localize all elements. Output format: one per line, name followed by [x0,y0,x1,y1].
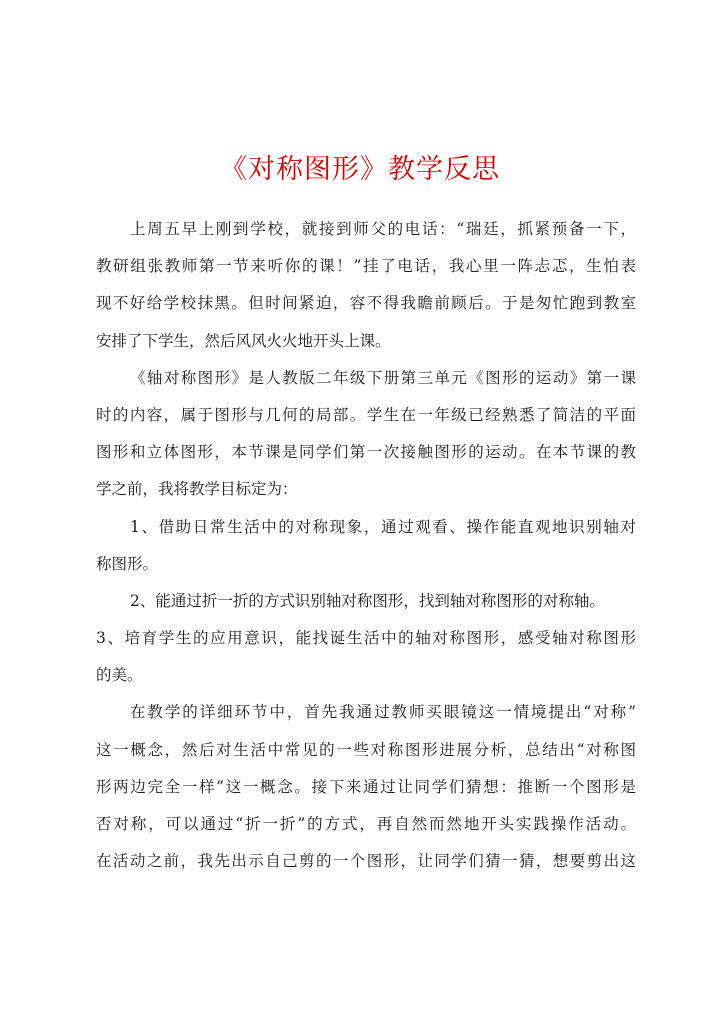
document-title: 《对称图形》教学反思 [220,154,500,185]
list-item-line: 1、借助日常生活中的对称现象，通过观看、操作能直观地识别轴对 [130,517,636,536]
document-body [96,211,636,880]
paragraph-line: 安排了下学生，然后风风火火地开头上课。 [96,331,391,350]
paragraph-line: 图形和立体图形，本节课是同学们第一次接触图形的运动。在本节课的教 [96,443,636,462]
paragraph-line: 上周五早上刚到学校，就接到师父的电话：“瑞廷，抓紧预备一下， [130,220,636,238]
paragraph-line: 现不好给学校抹黑。但时间紧迫，容不得我瞻前顾后。于是匆忙跑到教室 [96,294,636,313]
paragraph-line: 时的内容，属于图形与几何的局部。学生在一年级已经熟悉了简洁的平面 [96,405,636,424]
paragraph-line: 学之前，我将教学目标定为： [96,480,298,499]
paragraph-line: 教研组张教师第一节来听你的课！”挂了电话，我心里一阵忐忑，生怕表 [96,257,636,276]
paragraph-line: 在教学的详细环节中，首先我通过教师买眼镜这一情境提出“对称” [130,703,636,722]
paragraph-line: 形两边完全一样”这一概念。接下来通过让同学们猜想：推断一个图形是 [96,777,636,796]
paragraph-line: 否对称，可以通过“折一折”的方式，再自然而然地开头实践操作活动。 [96,815,636,833]
paragraph-line: 这一概念，然后对生活中常见的一些对称图形进展分析，总结出“对称图 [96,740,636,759]
list-item-line: 2、能通过折一折的方式识别轴对称图形，找到轴对称图形的对称轴。 [130,591,605,610]
list-item-line: 称图形。 [96,554,159,573]
list-item-line: 的美。 [96,666,143,685]
paragraph-line: 在活动之前，我先出示自己剪的一个图形，让同学们猜一猜，想要剪出这 [96,852,636,871]
paragraph-line: 《轴对称图形》是人教版二年级下册第三单元《图形的运动》第一课 [130,368,636,387]
list-item-line: 3、培育学生的应用意识，能找诞生活中的轴对称图形，感受轴对称图形 [96,629,636,648]
